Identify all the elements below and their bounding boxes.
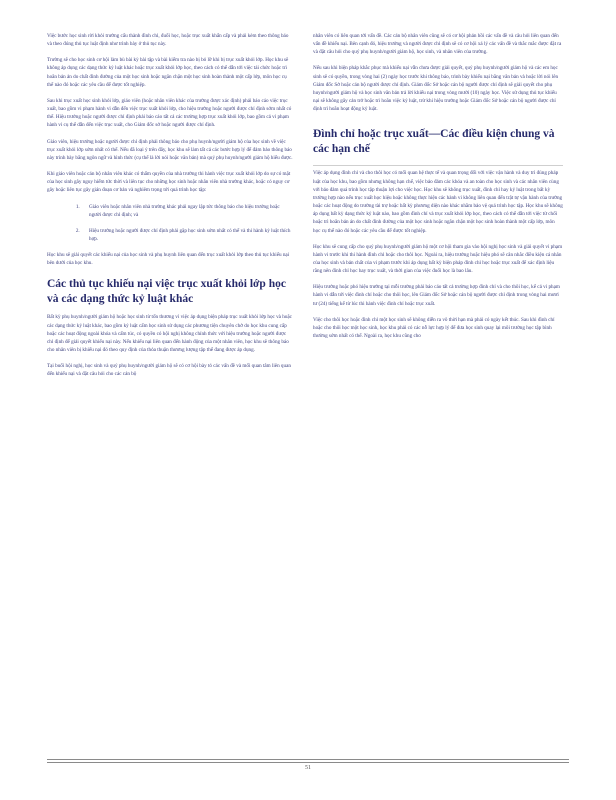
list-item: 1. Giáo viên hoặc nhân viên nhà trường khác phải ngay lập tức thông báo cho hiệu trưởng hoặc người được chỉ định; và [81, 203, 293, 219]
paragraph: Bất kỳ phụ huynh/người giám hộ hoặc học sinh từ tốn thương vì việc áp dụng biện pháp trục xuất khỏi lớp học và hoặc các dạng thức kỷ luật khác, bao gồm kỷ luật cấm học sinh sử dụng các phương tiện chuyên chở do học khu cung cấp hoặc các hoạt động ngoài khóa và cấm túc, có quyền có hội nghị không chính thức với hiệu trưởng hoặc người được chỉ định để giải quyết khiếu nại này. Nếu khiếu nại liên quan đến hành động của một nhân viên, học khu sẽ thông báo cho nhân viên bị khiếu nại đó theo quy định của thỏa thuận thương lượng tập thể đang được áp dụng. [47, 314, 292, 354]
paragraph: Trường sẽ cho học sinh cơ hội làm bù bài kỳ bài tập và bài kiểm tra nào bị bỏ lỡ khi bị trục xuất khỏi lớp. Học khu sẽ không áp dụng các dạng thức kỷ luật khác hoặc trục xuất khỏi lớp học, theo cách có thể dẫn tới việc tái chức hoặc trì hoãn bản ản do chất đình đường của một học sinh hoặc ngăn chặn một học sinh hoàn thành một cấp lớp, môn học cụ thể nào đó hoặc các yêu cầu để được tốt nghiệp. [47, 57, 289, 88]
section-heading: Các thủ tục khiếu nại việc trục xuất khỏi lớp học và các dạng thức kỷ luật khác [47, 278, 286, 306]
section-heading: Đình chỉ hoặc trục xuất—Các điều kiện chung và các hạn chế [313, 128, 555, 156]
heading-divider [313, 165, 563, 166]
paragraph: Khi giáo viên hoặc cán bộ nhân viên khác có thẩm quyền của nhà trường thi hành việc trục xuất khỏi lớp do sự có mặt của học sinh gây nguy hiểm tức thời và liên tục cho những học sinh hoặc nhân viên nhà trường khác, hoặc có nguy cơ gây hoặc liên tục gây gián đoạn cơ bản và nghiêm trọng tới quá trình học tập: [47, 171, 291, 194]
paragraph: Học khu sẽ giải quyết các khiếu nại của học sinh và phụ huynh liên quan đến trục xuất khỏi lớp theo thủ tục khiếu nại bên dưới của học khu. [47, 252, 290, 267]
page-number: 51 [305, 765, 311, 771]
paragraph: nhân viên có liên quan tới vấn đề. Các cán bộ nhân viên cũng sẽ có cơ hội phản hồi các vấn đề và câu hỏi liên quan đến vấn đề khiếu nại. Bên cạnh đó, hiệu trưởng và người được chỉ định sẽ có cơ hội xá lý các vấn đề và thắc mắc được đặt ra và đặt câu hỏi cho quý phụ huynh/người giám hộ, học sinh, và nhân viên của trường. [313, 33, 562, 56]
left-column [47, 32, 293, 387]
paragraph: Việc bước học sinh rời khỏi trường cấu thành đình chỉ, đuổi học, hoặc trục xuất khẩn cấp và phải kèm theo thông báo và theo đúng thủ tục luật định như trình bày ở thủ tục này. [47, 33, 289, 48]
paragraph: Học khu sẽ cung cấp cho quý phụ huynh/người giám hộ một cơ hội tham gia vào hội nghị học sinh và giải quyết vi phạm hành vi trước khi thi hành đình chỉ hoặc cho thôi học. Ngoài ra, hiệu trưởng hoặc hiệu phó sẽ cân nhắc điều kiện cá nhân của học sinh và bản chất của vi phạm trước khi áp dụng bất kỳ biện pháp đình chỉ học hoặc trục xuất để xác định liệu rằng nên đình chỉ học hay trục xuất, và thời gian của việc đuổi học là bao lâu. [313, 243, 563, 275]
paragraph: Nếu sau khi biện pháp khắc phục mà khiếu nại vẫn chưa được giải quyết, quý phụ huynh/người giám hộ và các em học sinh sẽ có quyền, trong vòng hai (2) ngày học trước khi thông báo, trình bày khiếu nại bằng văn bản và hoặc lời nói lên Giám đốc Sở hoặc cán bộ người được chỉ định. Giám đốc Sở hoặc cán bộ người được chỉ định sẽ giải quyết cho phụ huynh/người giám hộ và học sinh văn bản trả lời khiếu nại trong vòng mười (10) ngày học. Việc sử dụng thủ tục khiếu nại sẽ không gây cản trở hoặc trì hoãn việc kỷ luật, trừ khi hiệu trưởng hoặc Giám đốc Sở hoặc cán bộ người được chỉ định trì hoãn hoạt động kỷ luật. [313, 65, 559, 113]
footer-rule [47, 762, 569, 763]
paragraph: Giáo viên, hiệu trưởng hoặc người được chỉ định phải thông báo cho phụ huynh/người giám hộ của học sinh về việc trục xuất khỏi lớp sớm nhất có thể. Nếu đã loại ý trên đây, học khu sẽ làm tất cả các bước hợp lý để đảm bảo thông báo này trình bày bằng ngôn ngữ và hình thức (cụ thể là lời nói hoặc văn bản) mà quý phụ huynh/người giám hộ hiểu được. [47, 138, 293, 161]
numbered-list [47, 203, 293, 244]
paragraph: Tại buổi hội nghị, học sinh và quý phụ huynh/người giám hộ sẽ có cơ hội bày tỏ các vấn đề và mối quan tâm liên quan đến khiếu nại và đặt câu hỏi cho các cán bộ [47, 363, 291, 378]
paragraph: Việc áp dụng đình chỉ và cho thôi học có mối quan hệ thực tế và quan trọng đối với việc vận hành và duy trì đúng pháp luật của học khu, bao gồm nhưng không hạn chế, việc bảo đảm các khóa và an toàn cho học sinh và các nhân viên cùng với bảo đảm quá trình học tập thuận lợi cho việc học. Học khu sẽ không trục xuất, đình chỉ hay kỷ luật trong bất kỳ trường hợp nào nếu trục xuất học hiệu hoặc không thực hiện các hành vi không liên quan đến trật tự vận hành của trường hoặc các hoạt động do trường tài trợ hoặc bất kỳ phương diện nào khác nhằm bảo vệ quá trình học tập. Học khu sẽ không áp dụng bất kỳ dạng thức kỷ luật nào, bao gồm đình chỉ và trục xuất khỏi lớp học, theo cách có thể dẫn tới việc từ chối hoặc trì hoãn bản án do chất đình đường của một học sinh hoặc ngăn chặn một học sinh hoàn thành một cấp lớp, môn học cụ thể nào đó hoặc các yêu cầu để được tốt nghiệp. [313, 170, 563, 234]
footer-rule [47, 759, 569, 760]
paragraph: Việc cho thôi học hoặc đình chỉ một học sinh sẽ không diễn ra vô thời hạn mà phải có ngày kết thúc. Sau khi đình chỉ hoặc cho thôi học một học sinh, học khu phải có các nỗ lực hợp lý để đưa học sinh quay lại môi trường học tập bình thường sớm nhất có thể. Ngoài ra, học khu cũng cho [313, 316, 555, 340]
list-item: 2. Hiệu trưởng hoặc người được chỉ định phải gặp học sinh sớm nhất có thể và thi hành kỷ luật thích hợp. [81, 227, 293, 243]
paragraph: Sau khi trục xuất học sinh khỏi lớp, giáo viên (hoặc nhân viên khác của trường được xác định) phải báo cáo việc trục xuất, bao gồm vi phạm hành vi dẫn đến việc trục xuất khỏi lớp, cho hiệu trưởng hoặc người được chỉ định sớm nhất có thể. Hiệu trưởng hoặc người được chỉ định phải báo cáo tất cả các trường hợp trục xuất khỏi lớp, bao gồm cả vi phạm hành vi cụ thể dẫn đến việc trục xuất, cho Giám đốc sở hoặc người được chỉ định. [47, 97, 292, 129]
paragraph: Hiệu trưởng hoặc phó hiệu trưởng tại mỗi trường phải báo cáo tất cả trường hợp đình chỉ và cho thôi học, kể cả vi phạm hành vi dẫn tới việc đình chỉ hoặc cho thôi học, lên Giám đốc Sở hoặc cán bộ người được chỉ định trong vòng hai mươi tư (24) tiếng kể từ lúc thi hành việc đình chỉ hoặc trục xuất. [313, 284, 560, 307]
right-column [313, 32, 563, 348]
